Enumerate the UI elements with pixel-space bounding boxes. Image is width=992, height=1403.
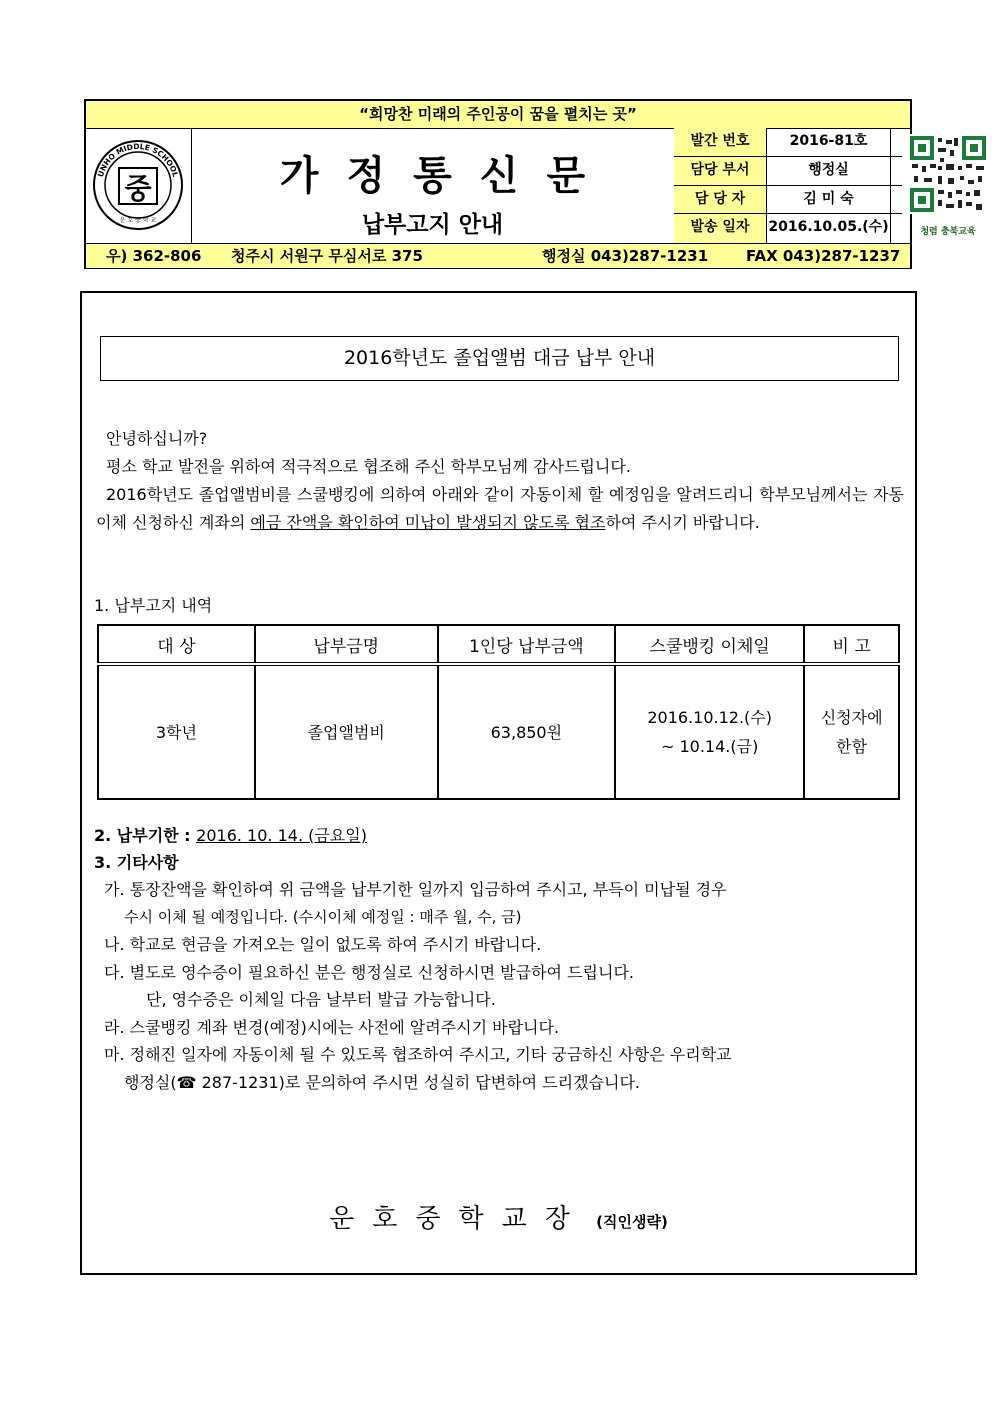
school-emblem-icon bbox=[86, 128, 191, 243]
list-item: 마. 정해진 일자에 자동이체 될 수 있도록 협조하여 주시고, 기타 궁금하신 사항은 우리학교 행정실(☎ 287-1231)로 문의하여 주시면 성실히 답변하여 드리겠습니다. bbox=[104, 1045, 732, 1092]
list-item: 가. 통장잔액을 확인하여 위 금액을 납부기한 일까지 입금하여 주시고, 부득이 미납될 경우 수시 이체 될 예정입니다. (수시이체 예정일 : 매주 월, 수, 금) bbox=[104, 880, 727, 926]
principal-title: 운호중학교장 bbox=[329, 1204, 588, 1234]
info-label: 담 당 자 bbox=[674, 186, 767, 214]
info-value: 2016-81호 bbox=[767, 128, 891, 156]
table-row bbox=[98, 664, 899, 799]
emphasis-underline: 예금 잔액을 확인하여 미납이 발생되지 않도록 협조 bbox=[250, 513, 606, 532]
info-row bbox=[674, 157, 902, 186]
table-header: 비 고 bbox=[804, 625, 899, 664]
principal-signature bbox=[82, 1198, 915, 1235]
info-label: 발간 번호 bbox=[674, 128, 767, 156]
cell-note: 신청자에 한함 bbox=[804, 664, 899, 799]
fax-number: FAX 043)287-1237 bbox=[746, 247, 901, 265]
table-header: 스쿨뱅킹 이체일 bbox=[615, 625, 804, 664]
qr-cell bbox=[902, 128, 992, 243]
section3-title: 3. 기타사항 bbox=[94, 853, 179, 872]
info-value: 김 미 숙 bbox=[767, 186, 891, 214]
list-item: 라. 스쿨뱅킹 계좌 변경(예정)시에는 사전에 알려주시기 바랍니다. bbox=[104, 1017, 560, 1037]
zip-code: 우) 362-806 bbox=[106, 247, 202, 265]
list-item: 나. 학교로 현금을 가져오는 일이 없도록 하여 주시기 바랍니다. bbox=[104, 935, 542, 954]
office-phone: 행정실 043)287-1231 bbox=[542, 247, 709, 265]
payment-table bbox=[97, 624, 900, 800]
deadline-label: 2. 납부기한 : bbox=[94, 826, 197, 845]
intro-body: 2016학년도 졸업앨범비를 스쿨뱅킹에 의하여 아래와 같이 자동이체 할 예정임을 알려드리니 학부모님께서는 자동이체 신청하신 계좌의 예금 잔액을 확인하여 미납이 발생되지 않도록 협조하여 주시기 바랍니다. bbox=[96, 485, 904, 532]
table-header: 납부금명 bbox=[255, 625, 438, 664]
list-item: 다. 별도로 영수증이 필요하신 분은 행정실로 신청하시면 발급하여 드립니다. 단, 영수증은 이체일 다음 날부터 발급 가능합니다. bbox=[104, 962, 634, 1009]
info-row bbox=[674, 214, 902, 243]
cell-target: 3학년 bbox=[98, 664, 255, 799]
intro-paragraph bbox=[96, 425, 904, 537]
qr-caption: 청렴 충북교육 bbox=[920, 227, 976, 237]
address-bar bbox=[86, 243, 910, 268]
cell-fee-name: 졸업앨범비 bbox=[255, 664, 438, 799]
section1-title: 1. 납부고지 내역 bbox=[94, 596, 213, 615]
section2 bbox=[94, 823, 367, 846]
newsletter-header bbox=[84, 99, 976, 269]
school-address: 청주시 서원구 무심서로 375 bbox=[231, 247, 423, 265]
info-label: 담당 부서 bbox=[674, 157, 767, 185]
info-value: 2016.10.05.(수) bbox=[767, 214, 891, 243]
info-value: 행정실 bbox=[767, 157, 891, 185]
issue-info-table bbox=[674, 128, 902, 243]
thanks-line: 평소 학교 발전을 위하여 적극적으로 협조해 주신 학부모님께 감사드립니다. bbox=[106, 457, 631, 476]
logo-ring-text: UNHO MIDDLE SCHOOL bbox=[95, 141, 181, 179]
notice-body bbox=[80, 291, 917, 1275]
info-label: 발송 일자 bbox=[674, 214, 767, 243]
school-logo-cell bbox=[86, 128, 192, 243]
logo-bottom-text: 운 호 중 학 교 bbox=[119, 217, 157, 224]
logo-char: 중 bbox=[124, 172, 152, 205]
school-slogan: “희망찬 미래의 주인공이 꿈을 펼치는 곳” bbox=[86, 101, 910, 129]
title-cell bbox=[191, 128, 675, 243]
table-header: 대 상 bbox=[98, 625, 255, 664]
table-header: 1인당 납부금액 bbox=[438, 625, 615, 664]
info-row bbox=[674, 186, 902, 215]
newsletter-subtitle: 납부고지 안내 bbox=[361, 212, 504, 238]
notice-title: 2016학년도 졸업앨범 대금 납부 안내 bbox=[100, 336, 899, 381]
table-header-row bbox=[98, 625, 899, 664]
greeting: 안녕하십니까? bbox=[106, 429, 208, 448]
qr-code-icon bbox=[908, 134, 988, 214]
cell-transfer-date: 2016.10.12.(수) ~ 10.14.(금) bbox=[615, 664, 804, 799]
newsletter-title: 가정통신문 bbox=[279, 152, 614, 199]
deadline-value: 2016. 10. 14. (금요일) bbox=[196, 826, 367, 845]
info-row bbox=[674, 128, 902, 157]
seal-omitted: (직인생략) bbox=[596, 1213, 668, 1231]
cell-amount: 63,850원 bbox=[438, 664, 615, 799]
